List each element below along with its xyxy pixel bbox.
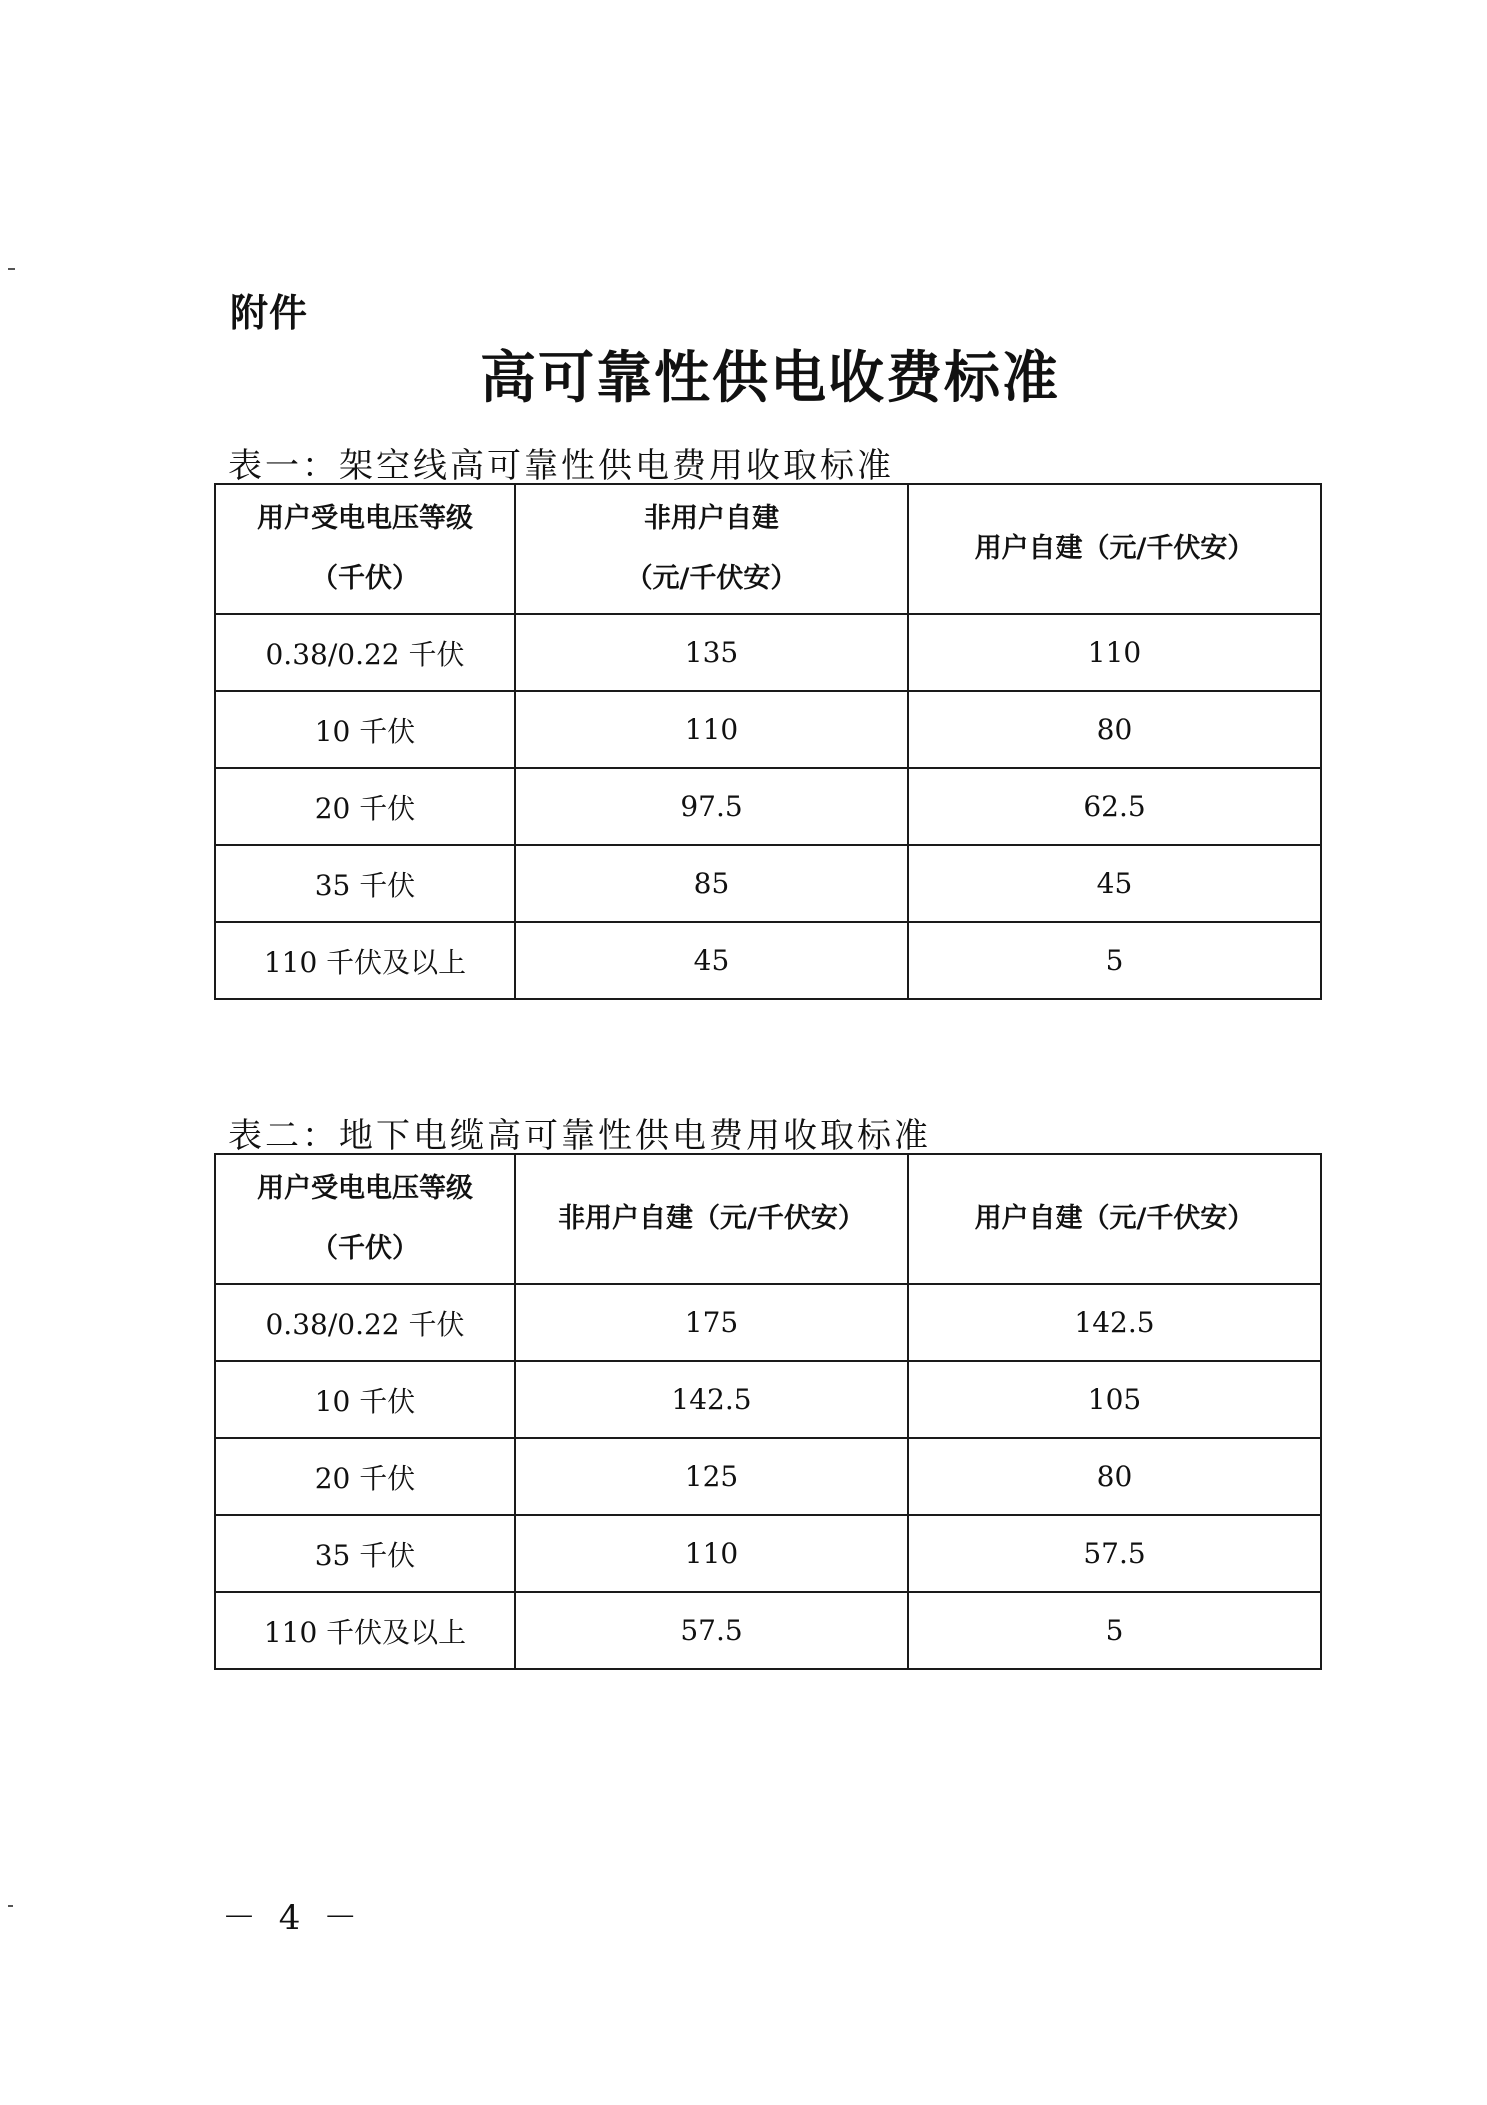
- header-non-self-built: 非用户自建（元/千伏安）: [515, 1154, 908, 1284]
- header-non-self-built: [515, 484, 908, 614]
- cell-self-built: 80: [908, 691, 1321, 768]
- cell-self-built: 80: [908, 1438, 1321, 1515]
- cell-non-self-built: 110: [515, 691, 908, 768]
- cell-self-built: 45: [908, 845, 1321, 922]
- cell-non-self-built: 85: [515, 845, 908, 922]
- cell-non-self-built: 110: [515, 1515, 908, 1592]
- table-row: [215, 845, 1321, 922]
- cell-voltage: 20 千伏: [215, 768, 515, 845]
- table-row: [215, 1515, 1321, 1592]
- cell-self-built: 57.5: [908, 1515, 1321, 1592]
- underground-cable-fee-table: [214, 1153, 1322, 1670]
- cell-self-built: 5: [908, 922, 1321, 999]
- cell-self-built: 5: [908, 1592, 1321, 1669]
- cell-voltage: 0.38/0.22 千伏: [215, 1284, 515, 1361]
- cell-voltage: 110 千伏及以上: [215, 922, 515, 999]
- cell-self-built: 62.5: [908, 768, 1321, 845]
- table-1-caption: 表一：架空线高可靠性供电费用收取标准: [228, 446, 894, 486]
- page-title: 高可靠性供电收费标准: [480, 345, 1060, 411]
- table-row: [215, 1284, 1321, 1361]
- header-voltage: [215, 1154, 515, 1284]
- cell-voltage: 10 千伏: [215, 1361, 515, 1438]
- table-header-row: [215, 1154, 1321, 1284]
- cell-voltage: 10 千伏: [215, 691, 515, 768]
- cell-non-self-built: 175: [515, 1284, 908, 1361]
- scan-edge-mark: [8, 1905, 13, 1907]
- cell-self-built: 142.5: [908, 1284, 1321, 1361]
- header-voltage-line2: （千伏）: [311, 1233, 419, 1264]
- header-non-self-line1: 非用户自建: [644, 503, 779, 534]
- cell-non-self-built: 57.5: [515, 1592, 908, 1669]
- cell-voltage: 0.38/0.22 千伏: [215, 614, 515, 691]
- scan-edge-mark: [8, 268, 15, 270]
- header-self-built: 用户自建（元/千伏安）: [908, 484, 1321, 614]
- cell-non-self-built: 135: [515, 614, 908, 691]
- table-row: [215, 1592, 1321, 1669]
- header-self-built: 用户自建（元/千伏安）: [908, 1154, 1321, 1284]
- cell-non-self-built: 125: [515, 1438, 908, 1515]
- table-row: [215, 691, 1321, 768]
- cell-voltage: 35 千伏: [215, 1515, 515, 1592]
- table-2-caption: 表二：地下电缆高可靠性供电费用收取标准: [228, 1116, 931, 1156]
- header-voltage-line1: 用户受电电压等级: [257, 1173, 473, 1204]
- header-voltage-line1: 用户受电电压等级: [257, 503, 473, 534]
- header-voltage-line2: （千伏）: [311, 563, 419, 594]
- cell-self-built: 105: [908, 1361, 1321, 1438]
- header-voltage: [215, 484, 515, 614]
- header-non-self-line2: （元/千伏安）: [625, 563, 798, 594]
- table-row: [215, 614, 1321, 691]
- overhead-line-fee-table: [214, 483, 1322, 1000]
- cell-non-self-built: 97.5: [515, 768, 908, 845]
- cell-voltage: 35 千伏: [215, 845, 515, 922]
- page-number: － 4 －: [222, 1898, 364, 1938]
- cell-non-self-built: 45: [515, 922, 908, 999]
- table-header-row: [215, 484, 1321, 614]
- cell-self-built: 110: [908, 614, 1321, 691]
- table-row: [215, 1438, 1321, 1515]
- attachment-label: 附件: [230, 291, 309, 335]
- cell-non-self-built: 142.5: [515, 1361, 908, 1438]
- table-row: [215, 768, 1321, 845]
- cell-voltage: 110 千伏及以上: [215, 1592, 515, 1669]
- table-row: [215, 922, 1321, 999]
- table-row: [215, 1361, 1321, 1438]
- cell-voltage: 20 千伏: [215, 1438, 515, 1515]
